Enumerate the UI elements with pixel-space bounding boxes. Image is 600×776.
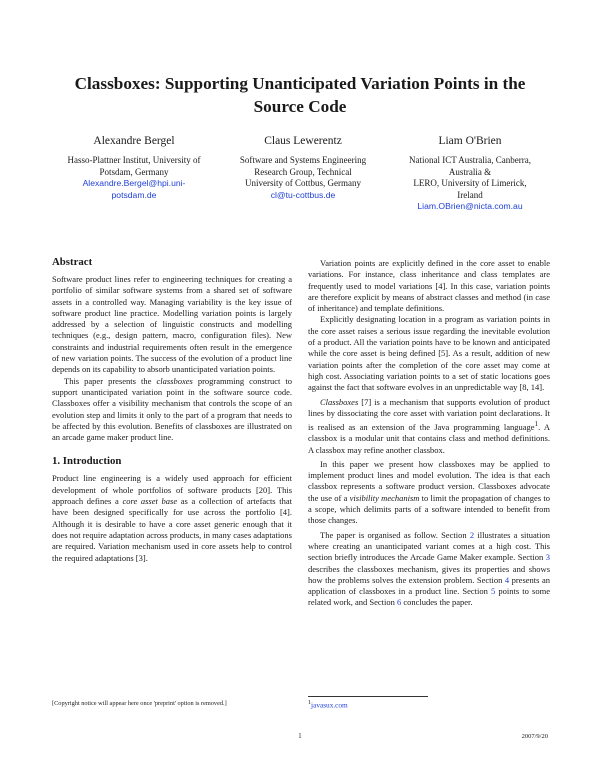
author-affiliation: University of Cottbus, Germany <box>245 178 361 188</box>
body-paragraph-1: Variation points are explicitly defined in the core asset to enable variations. For instance, class inheritance and class templates are frequently used to model variations [4]. In this case, variation points are therefore explicit by means of abstract classes and method (in case of inheritance) and template definitions. <box>308 258 550 314</box>
author-email[interactable]: Alexandre.Bergel@hpi.uni- <box>82 178 186 188</box>
text-run: concludes the paper. <box>401 597 473 608</box>
section-link[interactable]: 4 <box>504 574 510 585</box>
emphasis: visibility mechanism <box>349 492 420 503</box>
section-link[interactable]: 2 <box>469 529 475 540</box>
author-block-lewerentz <box>218 134 388 201</box>
author-affiliation: LERO, University of Limerick, <box>413 178 527 188</box>
text-run: points to some related work, and Section <box>308 586 550 608</box>
author-name: Alexandre Bergel <box>93 135 175 147</box>
author-affiliation: National ICT Australia, Canberra, <box>408 155 532 165</box>
left-column <box>52 256 292 564</box>
section-link[interactable]: 6 <box>396 597 402 608</box>
footnote-number: 1 <box>308 700 312 706</box>
body-paragraph-5 <box>308 530 550 609</box>
abstract-paragraph-2 <box>52 376 292 444</box>
right-column <box>308 258 550 609</box>
text-run: In this paper we present how classboxes may be applied to implement product lines and model evolution. The idea is that each classbox represents a software product version. Classboxes advocate the use of a <box>308 458 550 503</box>
footnote-marker: 1 <box>534 420 539 429</box>
text-run: . A classbox is a modular unit that contains class and method definitions. A classbox may refine another classbox. <box>308 421 551 455</box>
author-affiliation: Ireland <box>457 189 483 200</box>
text-run: presents an application of classboxes in a product line. Section <box>308 574 550 597</box>
title-line-2: Source Code <box>253 97 347 116</box>
page-date: 2007/9/20 <box>521 733 548 740</box>
text-run: Product line engineering is a widely used approach for efficient development of whole portfolios of software products [20]. This approach defines a <box>52 473 292 507</box>
emphasis: classboxes <box>156 375 193 386</box>
author-block-bergel <box>44 134 224 201</box>
introduction-heading: 1. Introduction <box>52 455 122 468</box>
footnote-link[interactable]: javasux.com <box>311 700 348 710</box>
text-run: [7] is a mechanism that supports evolution of product lines by dissociating the core asset with variation point declarations. It is realised as an extension of the Java programming language <box>308 396 550 432</box>
author-email[interactable]: cl@tu-cottbus.de <box>270 189 336 200</box>
author-affiliation: Australia & <box>448 166 492 177</box>
author-email[interactable]: potsdam.de <box>111 189 157 200</box>
text-run: programming construct to support unanticipated variation point in the software source code. Classboxes offer a visibility mechanism that controls the scope of an evolution step and limits it only to the part of a program that needs to be affected by this evolution. Benefits of classboxes are illustrated on an arcade game maker product line. <box>52 375 292 443</box>
abstract-paragraph-1: Software product lines refer to engineering techniques for creating a portfolio of similar software systems from a shared set of software assets in a controlled way. Managing variability is the key issue of software product line practice. Modelling variation points is largely addressed by a selection of linguistic constructs and modelling techniques (e.g., design pattern, macro, configuration files). New constraints and industrial requirements often result in the emergence of new variation points. The success of the evolution of a product line depends on its capability to absorb unanticipated variation points. <box>52 274 292 375</box>
text-run: to limit the propagation of changes to a scope, which delimits parts of a software intended to benefit from those changes. <box>308 492 550 526</box>
body-paragraph-2: Explicitly designating location in a program as variation points in the core asset raises a serious issue regarding the inevitable evolution of a product. All the variation points have to be known and anticipated while the core asset is being defined [5]. As a result, addition of new variation points after the completion of the core asset may come at high cost. Associating variation points to a set of static locations goes against the fact that software evolves in an unpredictable way [8, 14]. <box>308 314 550 393</box>
copyright-notice: [Copyright notice will appear here once 'preprint' option is removed.] <box>52 700 227 707</box>
intro-paragraph-1 <box>52 473 292 563</box>
author-affiliation: Research Group, Technical <box>254 166 352 177</box>
text-run: This paper presents the <box>64 375 157 386</box>
body-paragraph-4 <box>308 459 550 527</box>
author-block-obrien <box>385 134 555 213</box>
author-name: Claus Lewerentz <box>264 135 342 147</box>
text-run: The paper is organised as follow. Section <box>320 529 470 540</box>
text-run: illustrates a situation where creating an unanticipated variant comes at a high cost. This section briefly introduces the Arcade Game Maker example. Section <box>308 529 550 563</box>
text-run: describes the classboxes mechanism, gives its properties and shows how the problems solves the extension problem. Section <box>308 563 550 585</box>
emphasis: core asset base <box>122 496 178 507</box>
text-run: as a collection of artefacts that have been designed specifically for use across the portfolio [4]. Although it is desirable to have a core asset generic enough that it does not require adaptation across products, in many cases adaptations are required. Variation mechanism used in core assets help to control the required adaptations [3]. <box>52 496 293 563</box>
emphasis: Classboxes <box>320 396 359 407</box>
author-affiliation: Software and Systems Engineering <box>239 155 367 165</box>
abstract-heading: Abstract <box>52 256 93 268</box>
title-line-1: Classboxes: Supporting Unanticipated Variation Points in the <box>74 74 526 93</box>
footnote <box>308 700 348 709</box>
section-link[interactable]: 5 <box>491 586 496 597</box>
author-email[interactable]: Liam.OBrien@nicta.com.au <box>417 201 523 211</box>
body-paragraph-3 <box>308 397 550 456</box>
page-number: 1 <box>298 733 302 740</box>
author-affiliation: Potsdam, Germany <box>99 166 169 177</box>
author-affiliation: Hasso-Plattner Institut, University of <box>67 155 201 165</box>
paper-title <box>40 72 560 118</box>
footnote-divider <box>308 696 428 697</box>
author-name: Liam O'Brien <box>438 135 502 147</box>
section-link[interactable]: 3 <box>545 552 550 563</box>
